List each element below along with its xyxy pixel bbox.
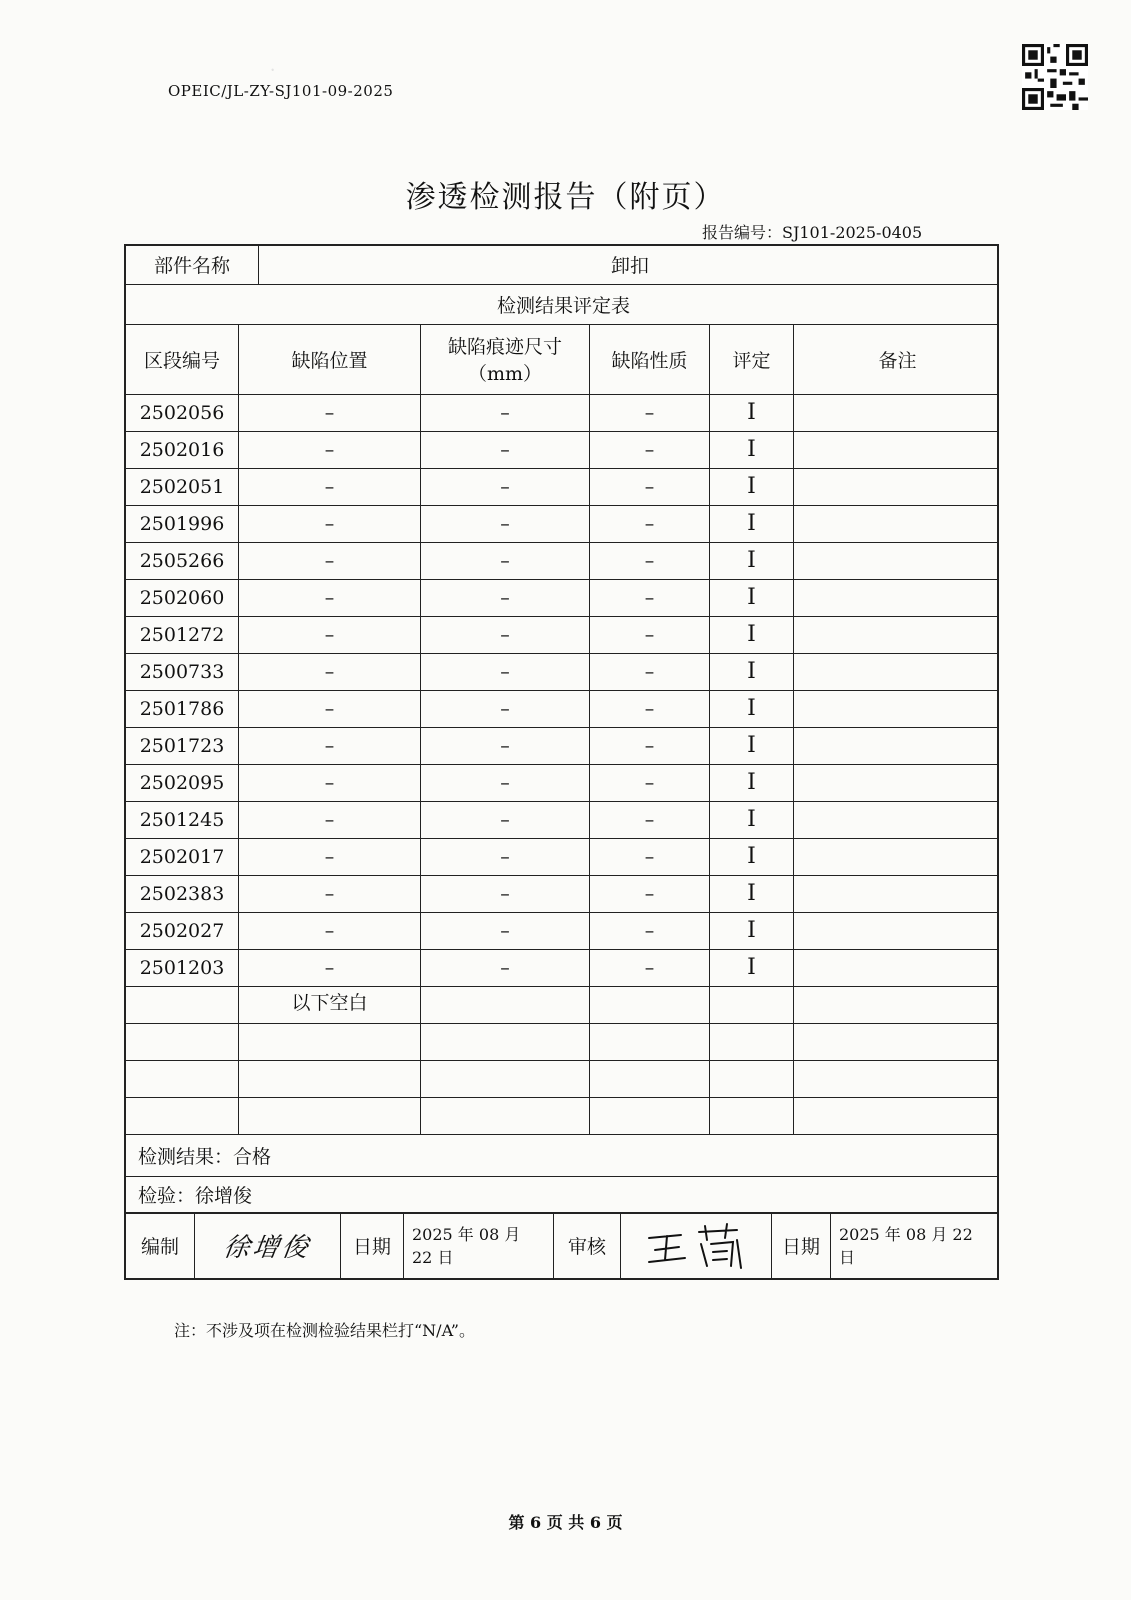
compiler-signature-text: 徐增俊 (221, 1232, 313, 1263)
blank-cell (590, 1060, 710, 1097)
remark (794, 505, 1001, 542)
defect-nature: – (590, 394, 710, 431)
blank-cell (421, 1023, 590, 1060)
section-no: 2501996 (126, 505, 239, 542)
table-row (124, 801, 999, 838)
defect-size: – (421, 690, 590, 727)
qr-code-icon (1022, 44, 1088, 110)
blank-cell (710, 986, 794, 1023)
defect-size: – (421, 505, 590, 542)
defect-position: – (239, 949, 421, 986)
defect-nature: – (590, 468, 710, 505)
grade: I (710, 431, 794, 468)
section-no: 2502383 (126, 875, 239, 912)
defect-nature: – (590, 949, 710, 986)
section-no: 2502056 (126, 394, 239, 431)
detection-result: 检测结果：合格 (138, 1145, 272, 1168)
blank-cell (710, 1023, 794, 1060)
remark (794, 949, 1001, 986)
remark (794, 801, 1001, 838)
blank-cell (239, 1097, 421, 1134)
defect-nature: – (590, 875, 710, 912)
table-row (124, 394, 999, 431)
defect-nature: – (590, 912, 710, 949)
blank-cell (590, 986, 710, 1023)
table-row (124, 579, 999, 616)
defect-position: – (239, 505, 421, 542)
defect-size: – (421, 579, 590, 616)
defect-position: – (239, 912, 421, 949)
result-row (124, 1134, 999, 1176)
compile-date: 2025 年 08 月 22 日 (404, 1212, 554, 1278)
defect-nature: – (590, 764, 710, 801)
section-no: 2502060 (126, 579, 239, 616)
section-no: 2501272 (126, 616, 239, 653)
table-row (124, 542, 999, 579)
table-row-empty (124, 1023, 999, 1060)
blank-cell (590, 1097, 710, 1134)
grade: I (710, 764, 794, 801)
report-title: 渗透检测报告（附页） (405, 180, 726, 215)
defect-size: – (421, 394, 590, 431)
inspector-row (124, 1176, 999, 1212)
table-row (124, 505, 999, 542)
table-row (124, 431, 999, 468)
col-header-remark: 备注 (878, 349, 917, 372)
defect-nature: – (590, 431, 710, 468)
blank-cell (794, 1097, 979, 1134)
table-row-empty (124, 1097, 999, 1134)
remark (794, 653, 1001, 690)
remark (794, 764, 1001, 801)
remark (794, 616, 1001, 653)
defect-position: – (239, 579, 421, 616)
table-rule (124, 1278, 999, 1280)
defect-nature: – (590, 616, 710, 653)
defect-position: – (239, 801, 421, 838)
date-label: 日期 (341, 1212, 404, 1278)
remark (794, 542, 1001, 579)
reviewer-signature (641, 1220, 751, 1270)
remark (794, 875, 1001, 912)
blank-cell (126, 1023, 239, 1060)
report-number: 报告编号：SJ101-2025-0405 (702, 223, 923, 242)
section-no: 2502027 (126, 912, 239, 949)
remark (794, 579, 1001, 616)
remark (794, 912, 1001, 949)
blank-cell (126, 1060, 239, 1097)
defect-position: – (239, 838, 421, 875)
table-row (124, 875, 999, 912)
reviewer-signature-cell (621, 1212, 772, 1278)
defect-position: – (239, 653, 421, 690)
defect-nature: – (590, 838, 710, 875)
watermark-stamp: · (266, 59, 279, 82)
defect-size: – (421, 431, 590, 468)
grade: I (710, 653, 794, 690)
table-row (124, 727, 999, 764)
review-label: 审核 (554, 1212, 621, 1278)
defect-position: – (239, 616, 421, 653)
section-no: 2502016 (126, 431, 239, 468)
section-no: 2501245 (126, 801, 239, 838)
col-header-defect-size: 缺陷痕迹尺寸 （mm） (421, 324, 590, 394)
blank-cell (421, 1097, 590, 1134)
section-no: 2502017 (126, 838, 239, 875)
section-no: 2500733 (126, 653, 239, 690)
table-row (124, 912, 999, 949)
remark (794, 468, 1001, 505)
blank-cell (239, 1060, 421, 1097)
table-row (124, 764, 999, 801)
grade: I (710, 912, 794, 949)
blank-cell (794, 986, 979, 1023)
review-date: 2025 年 08 月 22 日 (839, 1225, 973, 1267)
grade: I (710, 838, 794, 875)
defect-position: – (239, 394, 421, 431)
table-row (124, 949, 999, 986)
defect-nature: – (590, 690, 710, 727)
grade: I (710, 579, 794, 616)
defect-size: – (421, 875, 590, 912)
table-row (124, 468, 999, 505)
grade: I (710, 801, 794, 838)
table-row (124, 653, 999, 690)
compiler-signature (195, 1212, 341, 1278)
defect-position: – (239, 764, 421, 801)
grade: I (710, 542, 794, 579)
blank-cell (710, 1097, 794, 1134)
col-header-defect-nature: 缺陷性质 (590, 324, 710, 394)
part-name-value: 卸扣 (610, 254, 649, 277)
col-header-grade: 评定 (710, 324, 794, 394)
blank-cell (421, 986, 590, 1023)
blank-cell (710, 1060, 794, 1097)
table-row-blank (124, 986, 999, 1023)
blank-cell (126, 986, 239, 1023)
section-no: 2501203 (126, 949, 239, 986)
section-no: 2501723 (126, 727, 239, 764)
defect-size: – (421, 468, 590, 505)
defect-nature: – (590, 579, 710, 616)
blank-note: 以下空白 (239, 986, 421, 1023)
blank-cell (794, 1060, 979, 1097)
section-no: 2502051 (126, 468, 239, 505)
table-title: 检测结果评定表 (496, 294, 630, 317)
remark (794, 838, 1001, 875)
blank-cell (239, 1023, 421, 1060)
defect-size: – (421, 764, 590, 801)
blank-cell (794, 1023, 979, 1060)
defect-size: – (421, 616, 590, 653)
defect-nature: – (590, 505, 710, 542)
signature-row (124, 1212, 999, 1278)
part-name-row (124, 244, 999, 284)
grade: I (710, 394, 794, 431)
section-no: 2502095 (126, 764, 239, 801)
blank-cell (126, 1097, 239, 1134)
table-row (124, 616, 999, 653)
col-header-section-no: 区段编号 (126, 324, 239, 394)
part-name-label: 部件名称 (126, 244, 259, 284)
defect-size: – (421, 542, 590, 579)
document-code: OPEIC/JL-ZY-SJ101-09-2025 (168, 82, 394, 100)
grade: I (710, 505, 794, 542)
inspector: 检验：徐增俊 (138, 1184, 253, 1207)
defect-size: – (421, 912, 590, 949)
defect-nature: – (590, 653, 710, 690)
table-header-row (124, 324, 999, 394)
defect-position: – (239, 727, 421, 764)
table-row (124, 838, 999, 875)
defect-size: – (421, 949, 590, 986)
remark (794, 727, 1001, 764)
defect-position: – (239, 875, 421, 912)
grade: I (710, 468, 794, 505)
remark (794, 431, 1001, 468)
compile-label: 编制 (126, 1212, 195, 1278)
blank-cell (590, 1023, 710, 1060)
grade: I (710, 616, 794, 653)
defect-size: – (421, 727, 590, 764)
footnote: 注：不涉及项在检测检验结果栏打“N/A”。 (174, 1321, 475, 1340)
date2-label: 日期 (772, 1212, 831, 1278)
defect-position: – (239, 690, 421, 727)
grade: I (710, 727, 794, 764)
grade: I (710, 690, 794, 727)
defect-size: – (421, 653, 590, 690)
table-row (124, 690, 999, 727)
col-header-defect-position: 缺陷位置 (239, 324, 421, 394)
defect-nature: – (590, 801, 710, 838)
defect-position: – (239, 468, 421, 505)
defect-position: – (239, 542, 421, 579)
defect-size: – (421, 838, 590, 875)
defect-nature: – (590, 727, 710, 764)
grade: I (710, 949, 794, 986)
defect-size: – (421, 801, 590, 838)
table-row-empty (124, 1060, 999, 1097)
remark (794, 394, 1001, 431)
page-number: 第 6 页 共 6 页 (508, 1513, 623, 1532)
defect-nature: – (590, 542, 710, 579)
remark (794, 690, 1001, 727)
blank-cell (421, 1060, 590, 1097)
defect-position: – (239, 431, 421, 468)
table-title-row (124, 284, 999, 324)
section-no: 2505266 (126, 542, 239, 579)
section-no: 2501786 (126, 690, 239, 727)
grade: I (710, 875, 794, 912)
